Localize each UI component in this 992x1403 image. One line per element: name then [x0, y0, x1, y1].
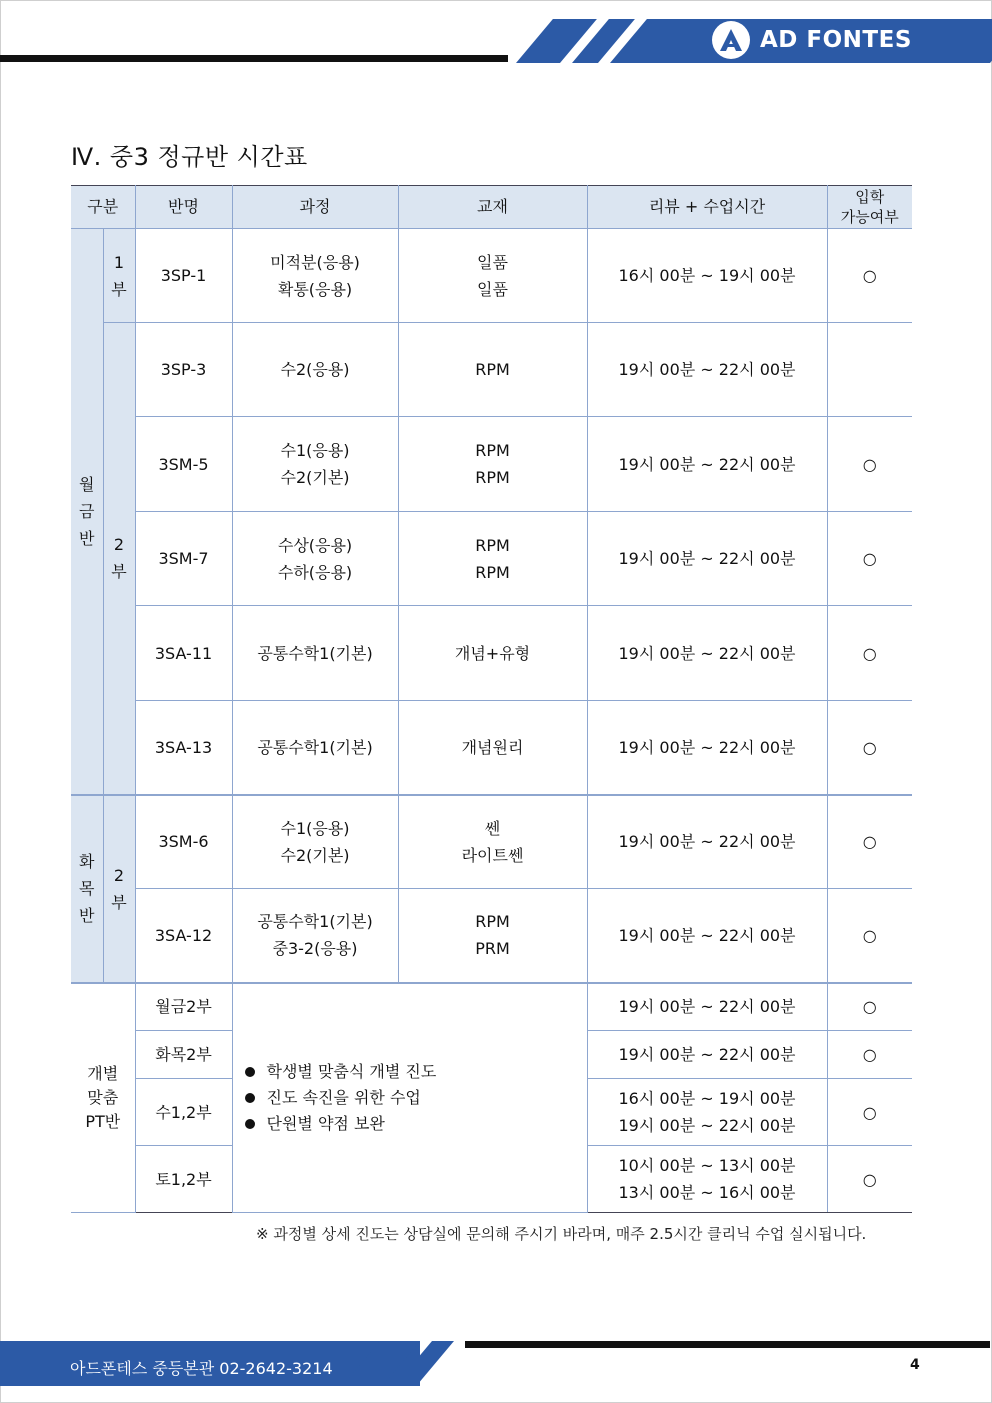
- table-row: [71, 417, 912, 512]
- class-name: 3SP-3: [135, 323, 232, 417]
- group-tue-thu: 화 목 반: [71, 795, 103, 983]
- bullet-dot-icon: [245, 1067, 255, 1077]
- time-cell: 19시 00분 ~ 22시 00분: [587, 889, 827, 983]
- logo-mark-icon: [712, 21, 750, 59]
- bullet-item: [245, 1059, 587, 1085]
- textbook-cell: 일품 일품: [398, 229, 587, 323]
- enroll-cell: ○: [827, 795, 912, 889]
- footer-contact: 아드폰테스 중등본관 02-2642-3214: [70, 1359, 333, 1378]
- time-cell: 16시 00분 ~ 19시 00분 19시 00분 ~ 22시 00분: [587, 1079, 827, 1146]
- footnote: ※ 과정별 상세 진도는 상담실에 문의해 주시기 바라며, 매주 2.5시간 클리닉 수업 실시됩니다.: [256, 1225, 867, 1243]
- enroll-cell: ○: [827, 1146, 912, 1213]
- enroll-cell: [827, 323, 912, 417]
- table-row: [71, 983, 912, 1031]
- page-title: Ⅳ. 중3 정규반 시간표: [71, 143, 308, 171]
- enroll-cell: ○: [827, 512, 912, 606]
- bullet-dot-icon: [245, 1093, 255, 1103]
- bullet-text: 진도 속진을 위한 수업: [266, 1087, 421, 1107]
- textbook-cell: RPM PRM: [398, 889, 587, 983]
- pt-slot-name: 월금2부: [135, 983, 232, 1031]
- part-2-tue-thu: 2 부: [103, 795, 135, 983]
- time-cell: 16시 00분 ~ 19시 00분: [587, 229, 827, 323]
- class-name: 3SA-13: [135, 701, 232, 795]
- pt-slot-name: 수1,2부: [135, 1079, 232, 1146]
- class-name: 3SP-1: [135, 229, 232, 323]
- class-name: 3SM-5: [135, 417, 232, 512]
- time-cell: 19시 00분 ~ 22시 00분: [587, 1031, 827, 1079]
- bullet-text: 학생별 맞춤식 개별 진도: [266, 1061, 437, 1081]
- textbook-cell: 개념+유형: [398, 606, 587, 701]
- textbook-cell: RPM: [398, 323, 587, 417]
- brand-name: AD FONTES: [760, 27, 912, 53]
- col-header-time: 리뷰 + 수업시간: [587, 186, 827, 229]
- enroll-cell: ○: [827, 606, 912, 701]
- class-name: 3SA-12: [135, 889, 232, 983]
- col-header-category: 구분: [71, 186, 135, 229]
- time-cell: 19시 00분 ~ 22시 00분: [587, 606, 827, 701]
- table-row: [71, 323, 912, 417]
- pt-slot-name: 토1,2부: [135, 1146, 232, 1213]
- enroll-cell: ○: [827, 1079, 912, 1146]
- table-row: [71, 229, 912, 323]
- time-cell: 19시 00분 ~ 22시 00분: [587, 323, 827, 417]
- pt-slot-name: 화목2부: [135, 1031, 232, 1079]
- course-cell: 수2(응용): [232, 323, 398, 417]
- header-black-bar: [0, 55, 508, 62]
- bullet-item: [245, 1085, 587, 1111]
- class-name: 3SM-7: [135, 512, 232, 606]
- time-cell: 19시 00분 ~ 22시 00분: [587, 983, 827, 1031]
- col-header-class: 반명: [135, 186, 232, 229]
- bullet-item: [245, 1111, 587, 1137]
- enroll-cell: ○: [827, 417, 912, 512]
- table-row: [71, 795, 912, 889]
- course-cell: 수1(응용) 수2(기본): [232, 795, 398, 889]
- course-cell: 공통수학1(기본): [232, 701, 398, 795]
- col-header-textbook: 교재: [398, 186, 587, 229]
- class-name: 3SA-11: [135, 606, 232, 701]
- header-row: [71, 186, 912, 229]
- group-mon-fri: 월 금 반: [71, 229, 103, 795]
- bullet-dot-icon: [245, 1119, 255, 1129]
- course-cell: 공통수학1(기본): [232, 606, 398, 701]
- time-cell: 19시 00분 ~ 22시 00분: [587, 417, 827, 512]
- enroll-cell: ○: [827, 983, 912, 1031]
- group-pt: 개별 맞춤 PT반: [71, 983, 135, 1213]
- footer-black-bar: [465, 1341, 990, 1348]
- class-name: 3SM-6: [135, 795, 232, 889]
- table-row: [71, 701, 912, 795]
- textbook-cell: 개념원리: [398, 701, 587, 795]
- time-cell: 19시 00분 ~ 22시 00분: [587, 512, 827, 606]
- course-cell: 공통수학1(기본) 중3-2(응용): [232, 889, 398, 983]
- table-row: [71, 606, 912, 701]
- course-cell: 미적분(응용) 확통(응용): [232, 229, 398, 323]
- bullet-text: 단원별 약점 보완: [266, 1113, 385, 1133]
- time-cell: 19시 00분 ~ 22시 00분: [587, 795, 827, 889]
- textbook-cell: 쎈 라이트쎈: [398, 795, 587, 889]
- textbook-cell: RPM RPM: [398, 512, 587, 606]
- textbook-cell: RPM RPM: [398, 417, 587, 512]
- brand-logo: [712, 23, 912, 57]
- enroll-cell: ○: [827, 701, 912, 795]
- page-number: 4: [910, 1357, 920, 1373]
- enroll-cell: ○: [827, 229, 912, 323]
- pt-description: [232, 983, 587, 1213]
- col-header-enroll: 입학 가능여부: [827, 186, 912, 229]
- enroll-cell: ○: [827, 889, 912, 983]
- table-row: [71, 889, 912, 983]
- course-cell: 수상(응용) 수하(응용): [232, 512, 398, 606]
- course-cell: 수1(응용) 수2(기본): [232, 417, 398, 512]
- part-1: 1 부: [103, 229, 135, 323]
- col-header-course: 과정: [232, 186, 398, 229]
- time-cell: 10시 00분 ~ 13시 00분 13시 00분 ~ 16시 00분: [587, 1146, 827, 1213]
- part-2: 2 부: [103, 323, 135, 795]
- time-cell: 19시 00분 ~ 22시 00분: [587, 701, 827, 795]
- timetable: [71, 185, 912, 1213]
- table-row: [71, 512, 912, 606]
- enroll-cell: ○: [827, 1031, 912, 1079]
